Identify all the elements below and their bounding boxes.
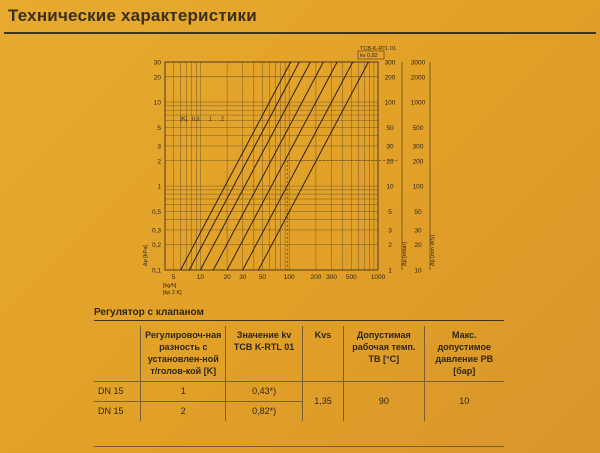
characteristic-line	[189, 62, 299, 270]
x-tick-label: 10	[196, 274, 204, 281]
characteristic-line	[243, 62, 353, 270]
y-tick-label-right: 2000	[410, 74, 426, 82]
y-axis-title-right: Δp [mm WS]	[430, 235, 436, 266]
characteristic-line	[213, 62, 323, 270]
y-axis-title-mid: Δp [mbar]	[402, 242, 408, 266]
y-tick-label-left: 30	[153, 59, 161, 67]
y-tick-label-mid: 300	[384, 59, 396, 67]
table-header-row	[94, 326, 504, 381]
y-tick-label-mid: 3	[388, 227, 392, 235]
y-tick-label-mid: 100	[384, 99, 396, 107]
x-tick-label: 20	[223, 274, 231, 281]
y-tick-label-right: 30	[414, 227, 422, 235]
y-tick-label-mid: 5	[388, 208, 392, 216]
curve-label: 2	[220, 116, 224, 123]
title-divider	[4, 32, 596, 34]
x-tick-label: 500	[345, 274, 357, 281]
header-dn	[94, 326, 141, 381]
cell-pressure: 10	[424, 381, 504, 421]
y-tick-label-mid: 50	[386, 124, 394, 132]
header-pressure: Макс. допустимое давление PB [бар]	[424, 326, 504, 381]
characteristic-line	[200, 62, 310, 270]
y-tick-label-left: 5	[157, 124, 161, 132]
cell-dn: DN 15	[94, 401, 141, 421]
section-title: Регулятор с клапаном	[94, 307, 204, 318]
characteristic-line	[258, 62, 368, 270]
x-unit-label-secondary: [kp 2 K]	[163, 290, 182, 296]
x-tick-label: 5	[171, 274, 176, 281]
chart-label-product: TCB-K-RTL 01	[360, 46, 397, 52]
y-tick-label-right: 1000	[410, 99, 426, 107]
cell-temp: 90	[344, 381, 424, 421]
y-tick-label-mid: 200	[384, 74, 396, 82]
x-tick-label: 1000	[370, 274, 386, 281]
cell-dn: DN 15	[94, 381, 141, 401]
characteristic-line	[227, 62, 337, 270]
y-tick-label-right: 200	[412, 158, 424, 166]
header-control-diff: Регулировоч-ная разность с установлен-ной т/голов-кой [K]	[141, 326, 226, 381]
y-tick-label-right: 10	[414, 267, 422, 275]
y-tick-label-left: 0,5	[151, 208, 161, 216]
y-tick-label-left: 0,1	[151, 267, 161, 275]
y-tick-label-mid: 1	[388, 267, 392, 275]
y-tick-label-left: 3	[157, 143, 161, 151]
y-tick-label-left: 20	[153, 74, 161, 82]
curve-label: 1	[208, 116, 212, 123]
cell-kv-value: 0,82*)	[226, 401, 303, 421]
header-temp: Допустимая рабочая темп. TB [°C]	[344, 326, 424, 381]
cell-kv-value: 0,43*)	[226, 381, 303, 401]
x-tick-label: 300	[326, 274, 337, 281]
y-axis-title-left: Δp [kPa]	[143, 245, 149, 266]
cell-kvs: 1,35	[302, 381, 343, 421]
y-tick-label-mid: 20	[386, 158, 394, 166]
page-title: Технические характеристики	[8, 6, 257, 25]
pressure-drop-chart	[0, 40, 600, 302]
y-tick-label-mid: 2	[388, 242, 392, 250]
chart-label-kv: kv 0,82	[360, 53, 378, 59]
y-tick-label-mid: 10	[386, 183, 394, 191]
y-tick-label-right: 500	[412, 124, 424, 132]
y-tick-label-left: 0,3	[151, 227, 161, 235]
y-tick-label-left: 2	[157, 158, 161, 166]
characteristic-line	[181, 62, 291, 270]
y-tick-label-right: 100	[412, 183, 424, 191]
y-tick-label-right: 3000	[410, 59, 426, 67]
y-tick-label-right: 20	[414, 242, 422, 250]
x-unit-label: [kg/h]	[163, 283, 177, 289]
cell-control-diff: 1	[141, 381, 226, 401]
curve-label: [K]	[180, 116, 188, 123]
y-tick-label-mid: 30	[386, 143, 394, 151]
cell-control-diff: 2	[141, 401, 226, 421]
x-tick-label: 50	[258, 274, 267, 281]
y-tick-label-left: 1	[157, 183, 161, 191]
header-kvs: Kvs	[302, 326, 343, 381]
x-tick-label: 30	[239, 274, 247, 281]
y-tick-label-right: 300	[412, 143, 424, 151]
table-bottom-rule	[94, 446, 504, 447]
x-tick-label: 100	[283, 274, 295, 281]
specs-table	[94, 326, 504, 421]
curve-label: 0,3	[191, 116, 200, 123]
y-tick-label-left: 10	[153, 99, 161, 107]
section-divider	[94, 320, 504, 321]
x-tick-label: 200	[310, 274, 322, 281]
y-tick-label-right: 50	[414, 208, 422, 216]
header-kv-value: Значение kv TCB K-RTL 01	[226, 326, 303, 381]
y-tick-label-left: 0,2	[151, 242, 161, 250]
table-row	[94, 381, 504, 401]
